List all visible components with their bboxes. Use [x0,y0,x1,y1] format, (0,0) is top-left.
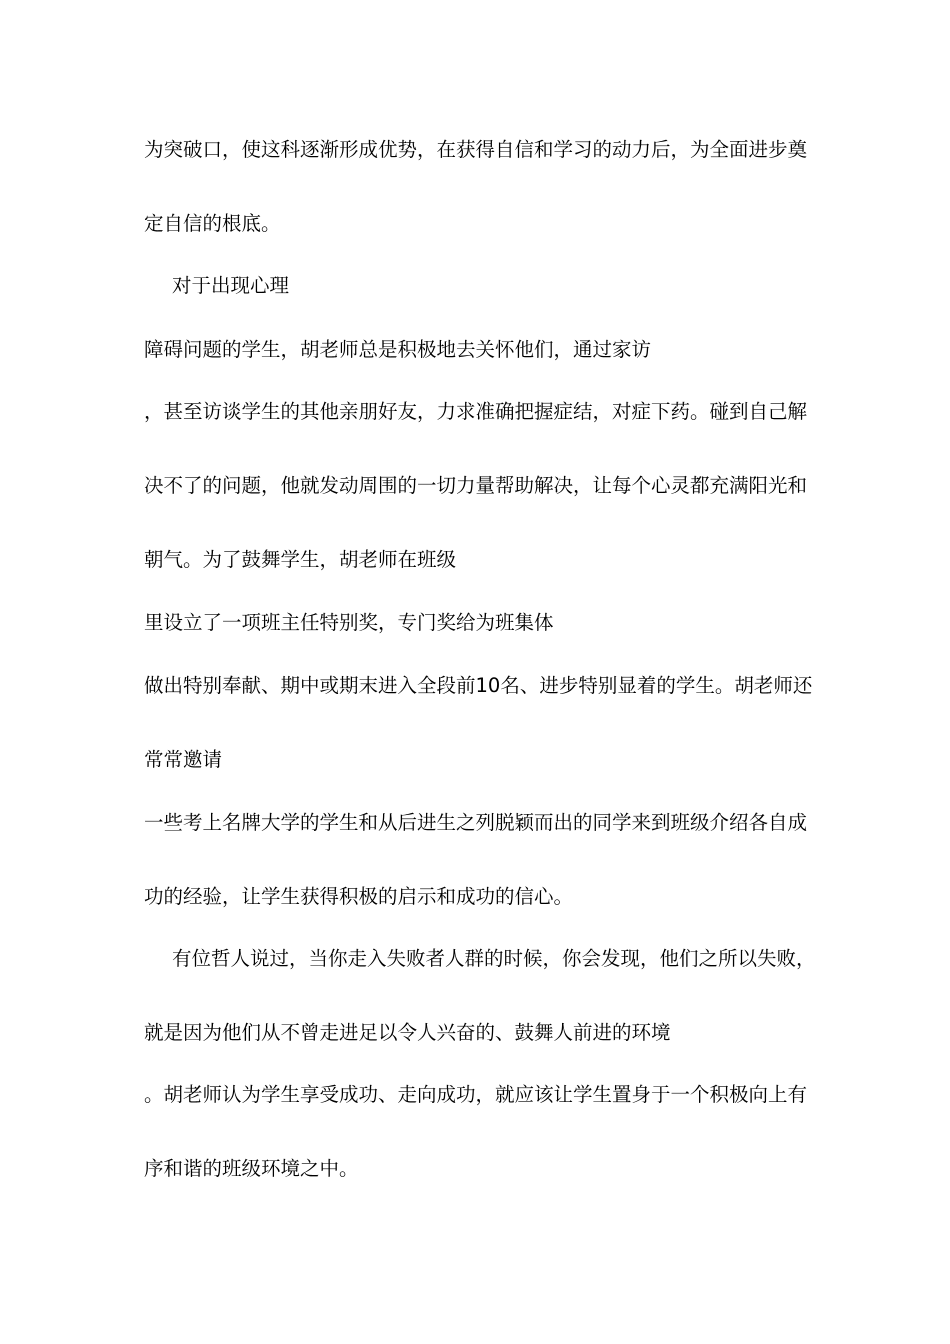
paragraph-start-line: 有位哲人说过，当你走入失败者人群的时候，你会发现，他们之所以失败， [172,947,816,970]
text-line: 做出特别奉献、期中或期末进入全段前10名、进步特别显着的学生。胡老师还 [144,674,813,697]
text-line: 决不了的问题，他就发动周围的一切力量帮助解决，让每个心灵都充满阳光和 [144,474,808,497]
text-line: 障碍问题的学生，胡老师总是积极地去关怀他们，通过家访 [144,338,652,361]
text-line: 常常邀请 [144,748,223,771]
text-line: 功的经验，让学生获得积极的启示和成功的信心。 [144,885,574,908]
text-line: 里设立了一项班主任特别奖，专门奖给为班集体 [144,611,554,634]
paragraph-start-line: 对于出现心理 [172,274,290,297]
text-line: ，甚至访谈学生的其他亲朋好友，力求准确把握症结，对症下药。碰到自己解 [144,400,808,423]
text-line: 定自信的根底。 [144,212,281,235]
text-line: 就是因为他们从不曾走进足以令人兴奋的、鼓舞人前进的环境 [144,1021,671,1044]
text-line: 。胡老师认为学生享受成功、走向成功，就应该让学生置身于一个积极向上有 [144,1083,808,1106]
text-line: 朝气。为了鼓舞学生，胡老师在班级 [144,548,457,571]
text-line: 序和谐的班级环境之中。 [144,1157,359,1180]
text-line: 一些考上名牌大学的学生和从后进生之列脱颖而出的同学来到班级介绍各自成 [144,811,808,834]
text-line: 为突破口，使这科逐渐形成优势，在获得自信和学习的动力后，为全面进步奠 [144,138,808,161]
